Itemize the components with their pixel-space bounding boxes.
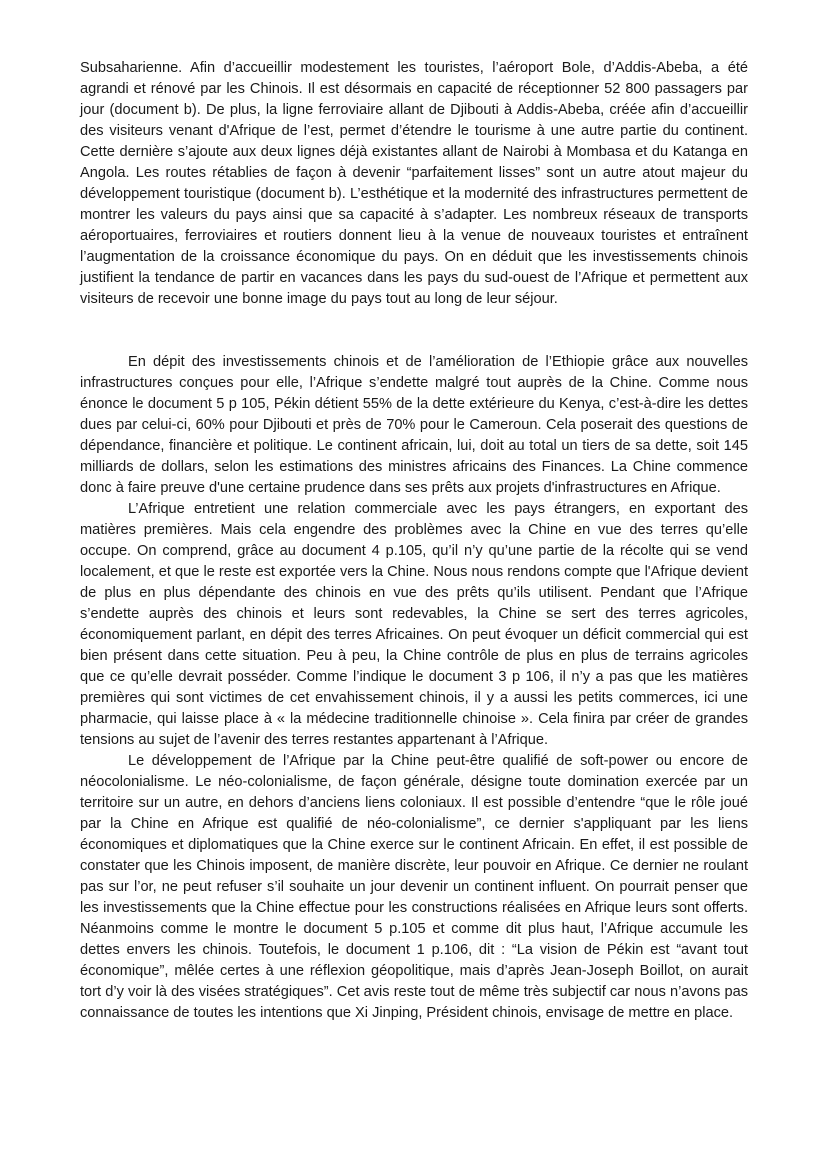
- paragraph-gap: [80, 310, 748, 352]
- document-page: [80, 58, 748, 1024]
- paragraph-tourism: Subsaharienne. Afin d’accueillir modestement les touristes, l’aéroport Bole, d’Addis-Abeba, a été agrandi et rénové par les Chinois. Il est désormais en capacité de réceptionner 52 800 passagers par jour (document b). De plus, la ligne ferroviaire allant de Djibouti à Addis-Abeba, créée afin d’accueillir des visiteurs venant d'Afrique de l’est, permet d’étendre le tourisme à une autre partie du continent. Cette dernière s’ajoute aux deux lignes déjà existantes allant de Nairobi à Mombasa et du Katanga en Angola. Les routes rétablies de façon à devenir “parfaitement lisses” sont un autre atout majeur du développement touristique (document b). L’esthétique et la modernité des infrastructures permettent de montrer les valeurs du pays ainsi que sa capacité à s’adapter. Les nombreux réseaux de transports aéroportuaires, ferroviaires et routiers donnent lieu à la venue de nouveaux touristes et entraînent l’augmentation de la croissance économique du pays. On en déduit que les investissements chinois justifient la tendance de partir en vacances dans les pays du sud-ouest de l’Afrique et permettent aux visiteurs de recevoir une bonne image du pays tout au long de leur séjour.: [80, 60, 748, 307]
- paragraph-trade: L’Afrique entretient une relation commerciale avec les pays étrangers, en exportant des matières premières. Mais cela engendre des problèmes avec la Chine en vue des terres qu’elle occupe. On comprend, grâce au document 4 p.105, qu’il n’y qu’une partie de la récolte qui se vend localement, et que le reste est exportée vers la Chine. Nous nous rendons compte que l'Afrique devient de plus en plus dépendante des chinois en vue des prêts qu’ils utilisent. Pendant que l’Afrique s’endette auprès des chinois et leurs sont redevables, la Chine se sert des terres agricoles, économiquement parlant, en dépit des terres Africaines. On peut évoquer un déficit commercial qui est bien présent dans cette situation. Peu à peu, la Chine contrôle de plus en plus de terrains agricoles que ce qu’elle devrait posséder. Comme l’indique le document 3 p 106, il n’y a pas que les matières premières qui sont victimes de cet envahissement chinois, il y a aussi les petits commerces, ici une pharmacie, qui laisse place à « la médecine traditionnelle chinoise ». Cela finira par créer de grandes tensions au sujet de l’avenir des terres restantes appartenant à l’Afrique.: [80, 501, 748, 748]
- paragraph-neocolonialism: Le développement de l’Afrique par la Chine peut-être qualifié de soft-power ou encore de néocolonialisme. Le néo-colonialisme, de façon générale, désigne toute domination exercée par un territoire sur un autre, en dehors d’anciens liens coloniaux. Il est possible d’entendre “que le rôle joué par la Chine en Afrique est qualifié de néo-colonialisme”, ce dernier s'appliquant par les liens économiques et diplomatiques que la Chine exerce sur le continent Africain. En effet, il est possible de constater que les Chinois imposent, de manière discrète, leur pouvoir en Afrique. Ce dernier ne roulant pas sur l’or, ne peut refuser s’il souhaite un jour devenir un continent influent. On pourrait penser que les investissements que la Chine effectue pour les constructions réalisées en Afrique leurs sont offerts. Néanmoins comme le montre le document 5 p.105 et comme dit plus haut, l’Afrique accumule les dettes envers les chinois. Toutefois, le document 1 p.106, dit : “La vision de Pékin est “avant tout économique”, mêlée certes à une réflexion géopolitique, mais d’après Jean-Joseph Boillot, on aurait tort d’y voir là des visées stratégiques”. Cet avis reste tout de même très subjectif car nous n’avons pas connaissance de toutes les intentions que Xi Jinping, Président chinois, envisage de mettre en place.: [80, 753, 748, 1021]
- paragraph-debt: En dépit des investissements chinois et de l’amélioration de l’Ethiopie grâce aux nouvelles infrastructures conçues pour elle, l’Afrique s’endette malgré tout auprès de la Chine. Comme nous énonce le document 5 p 105, Pékin détient 55% de la dette extérieure du Kenya, c’est-à-dire les dettes dues par celui-ci, 60% pour Djibouti et près de 70% pour le Cameroun. Cela poserait des questions de dépendance, financière et politique. Le continent africain, lui, doit au total un tiers de sa dette, soit 145 milliards de dollars, selon les estimations des ministres africains des Finances. La Chine commence donc à faire preuve d'une certaine prudence dans ses prêts aux projets d'infrastructures en Afrique.: [80, 354, 748, 496]
